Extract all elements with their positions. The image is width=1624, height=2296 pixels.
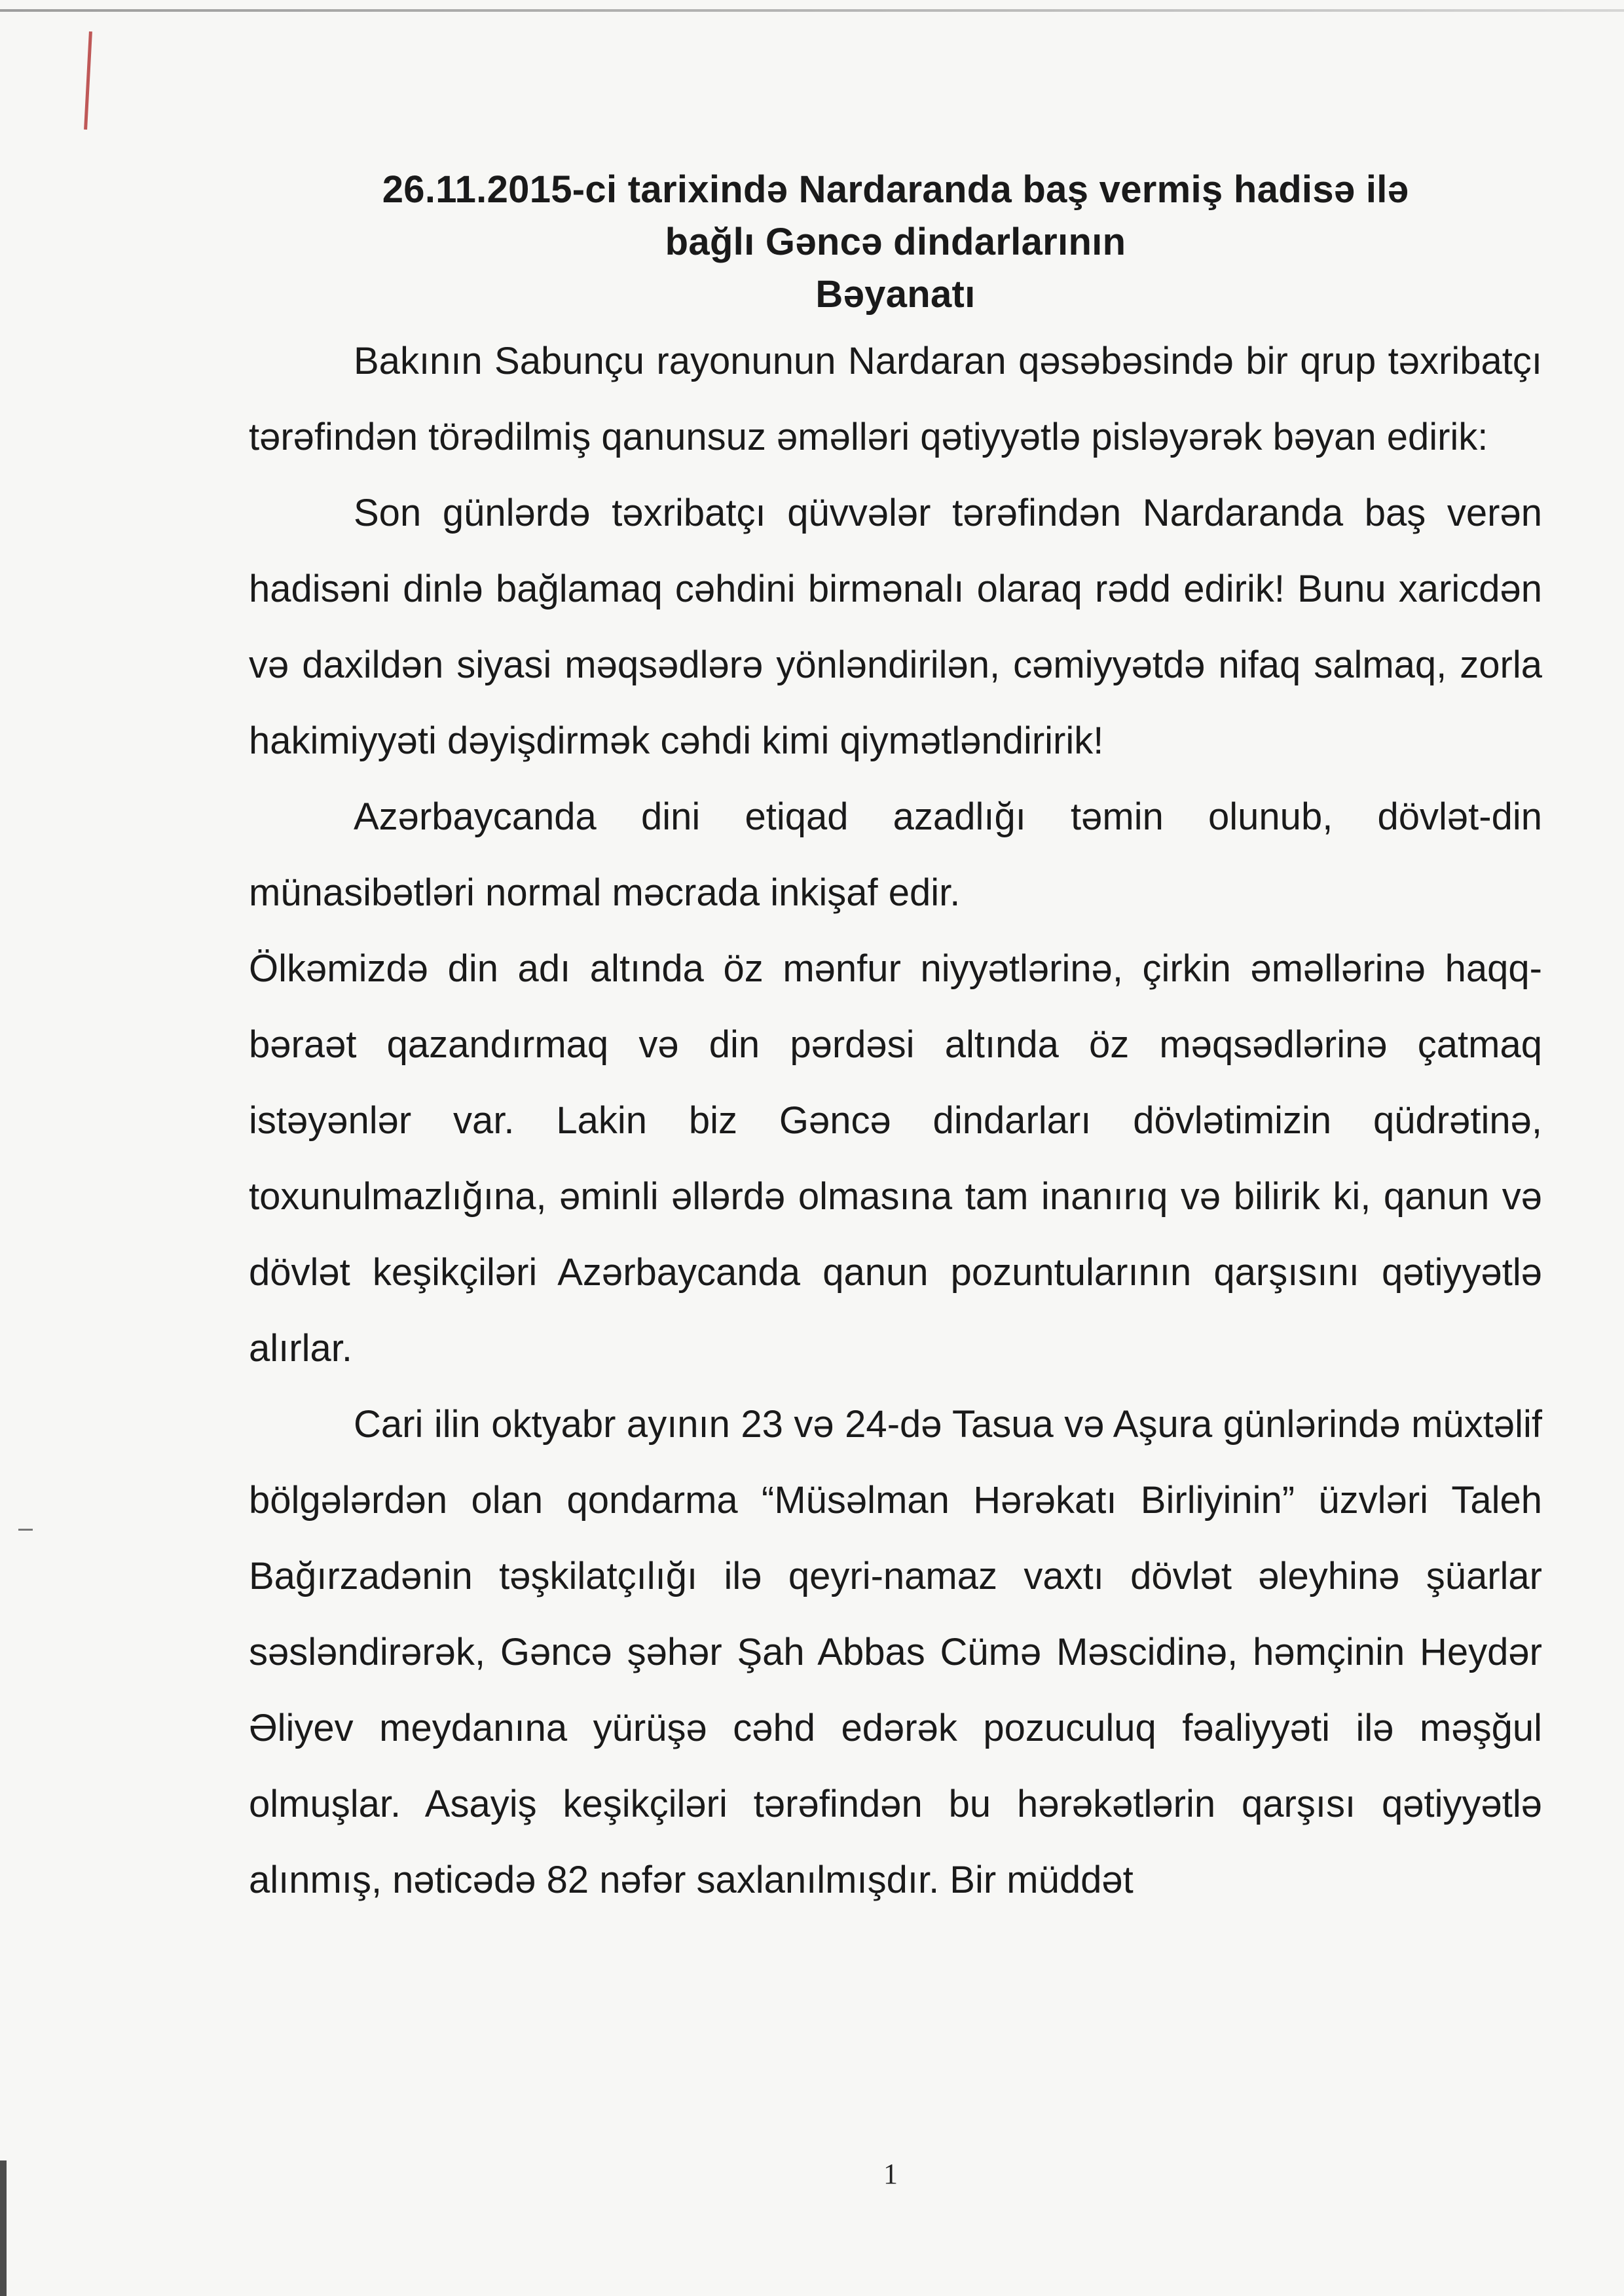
paragraph-2: Son günlərdə təxribatçı qüvvələr tərəfindən Nardaranda baş verən hadisəni dinlə bağlamaq cəhdini birmənalı olaraq rədd edirik! Bunu xaricdən və daxildən siyasi məqsədlərə yönləndirilən, cəmiyyətdə nifaq salmaq, zorla hakimiyyəti dəyişdirmək cəhdi kimi qiymətləndiririk! <box>249 492 1542 762</box>
margin-tick <box>18 1529 33 1531</box>
paragraph-3: Azərbaycanda dini etiqad azadlığı təmin olunub, dövlət-din münasibətləri normal məcrada inkişaf edir. <box>249 795 1542 914</box>
paragraph-5: Cari ilin oktyabr ayının 23 və 24-də Tasua və Aşura günlərində müxtəlif bölgələrdən olan qondarma “Müsəlman Hərəkatı Birliyinin” üzvləri Taleh Bağırzadənin təşkilatçılığı ilə qeyri-namaz vaxtı dövlət əleyhinə şüarlar səsləndirərək, Gəncə şəhər Şah Abbas Cümə Məscidinə, həmçinin Heydər Əliyev meydanına yürüşə cəhd edərək pozuculuq fəaliyyəti ilə məşğul olmuşlar. Asayiş keşikçiləri tərəfindən bu hərəkətlərin qarşısı qətiyyətlə alınmış, nəticədə 82 nəfər saxlanılmışdır. Bir müddət <box>249 1403 1542 1901</box>
document-title-line-3: Bəyanatı <box>815 273 976 316</box>
paragraph-1: Bakının Sabunçu rayonunun Nardaran qəsəbəsində bir qrup təxribatçı tərəfindən törədilmiş qanunsuz əməlləri qətiyyətlə pisləyərək bəyan edirik: <box>249 340 1542 458</box>
paragraph-4: Ölkəmizdə din adı altında öz mənfur niyyətlərinə, çirkin əməllərinə haqq-bəraət qazandırmaq və din pərdəsi altında öz məqsədlərinə çatmaq istəyənlər var. Lakin biz Gəncə dindarları dövlətimizin qüdrətinə, toxunulmazlığına, əminli əllərdə olmasına tam inanırıq və bilirik ki, qanun və dövlət keşikçiləri Azərbaycanda qanun pozuntularının qarşısını qətiyyətlə alırlar. <box>249 947 1542 1370</box>
scan-top-edge <box>0 9 1624 12</box>
document-page <box>249 164 1542 1918</box>
scan-edge-shadow <box>0 2160 7 2296</box>
scan-ink-mark <box>84 31 92 130</box>
document-title-line-2: bağlı Gəncə dindarlarının <box>665 221 1126 263</box>
page-number: 1 <box>883 2158 898 2190</box>
document-title-line-1: 26.11.2015-ci tarixində Nardaranda baş vermiş hadisə ilə <box>382 168 1409 211</box>
